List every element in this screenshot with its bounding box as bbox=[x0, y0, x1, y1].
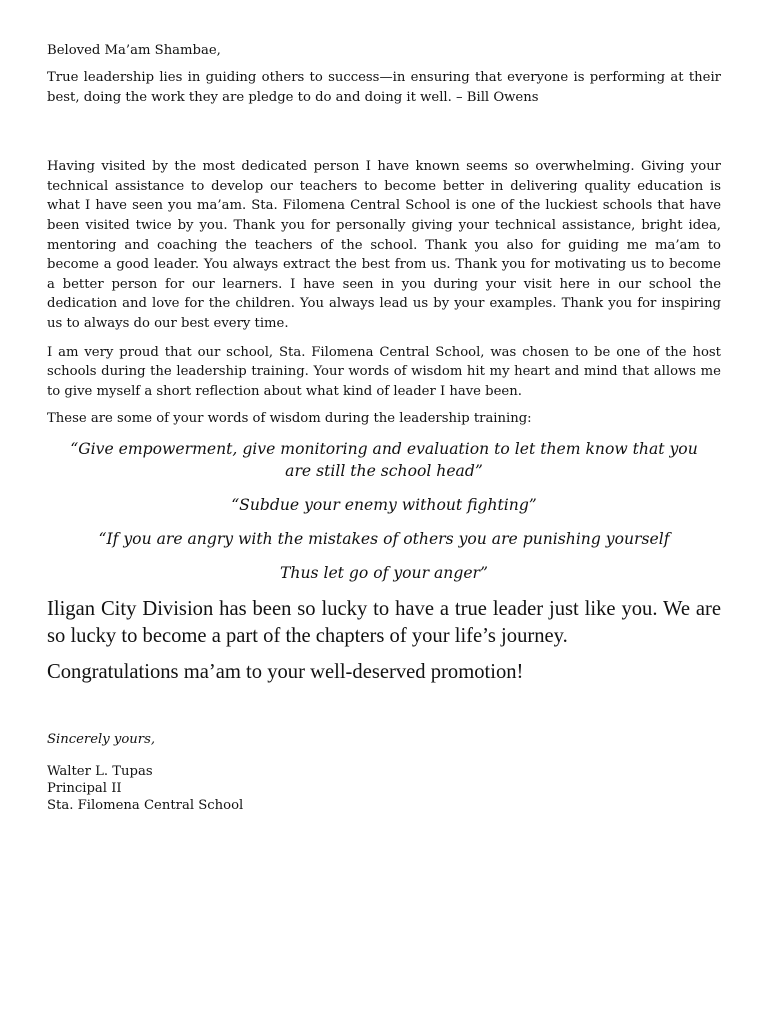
signer-name: Walter L. Tupas bbox=[47, 764, 153, 780]
salutation: Beloved Ma’am Shambae, bbox=[47, 43, 221, 58]
body-paragraph: I am very proud that our school, Sta. Filomena Central School, was chosen to be one of the host schools during the leadership training. Your words of wisdom hit my heart and mind that allows me to give myself a short reflection about what kind of leader I have been. bbox=[47, 344, 721, 399]
wisdom-quote: “If you are angry with the mistakes of others you are punishing yourself bbox=[98, 530, 670, 549]
wisdom-quote: Thus let go of your anger” bbox=[280, 564, 488, 583]
quotes-intro: These are some of your words of wisdom during the leadership training: bbox=[47, 411, 532, 427]
highlight-paragraph: Iligan City Division has been so lucky to have a true leader just like you. We are so lucky to become a part of the chapters of your life’s journey. bbox=[47, 598, 721, 648]
congratulations-line: Congratulations ma’am to your well-deserved promotion! bbox=[47, 661, 524, 684]
signer-position: Principal II bbox=[47, 781, 122, 797]
body-paragraph: Having visited by the most dedicated person I have known seems so overwhelming. Giving your technical assistance to develop our teachers to become better in delivering quality education is what I have seen you ma’am. Sta. Filomena Central School is one of the luckiest schools that have been visited twice by you. Thank you for personally giving your technical assistance, bright idea, mentoring and coaching the teachers of the school. Thank you also for guiding me ma’am to become a good leader. You always extract the best from us. Thank you for motivating us to become a better person for our learners. I have seen in you during your visit here in our school the dedication and love for the children. You always lead us by your examples. Thank you for inspiring us to always do our best every time. bbox=[47, 159, 721, 331]
epigraph-quote: True leadership lies in guiding others to success—in ensuring that everyone is performing at their best, doing the work they are pledge to do and doing it well. – Bill Owens bbox=[47, 70, 721, 105]
wisdom-quote: “Subdue your enemy without fighting” bbox=[231, 496, 537, 515]
closing: Sincerely yours, bbox=[47, 732, 156, 748]
letter bbox=[47, 38, 721, 814]
signature-block bbox=[47, 763, 721, 814]
wisdom-quote: “Give empowerment, give monitoring and evaluation to let them know that you are still the school head” bbox=[70, 440, 698, 481]
signer-school: Sta. Filomena Central School bbox=[47, 798, 244, 814]
